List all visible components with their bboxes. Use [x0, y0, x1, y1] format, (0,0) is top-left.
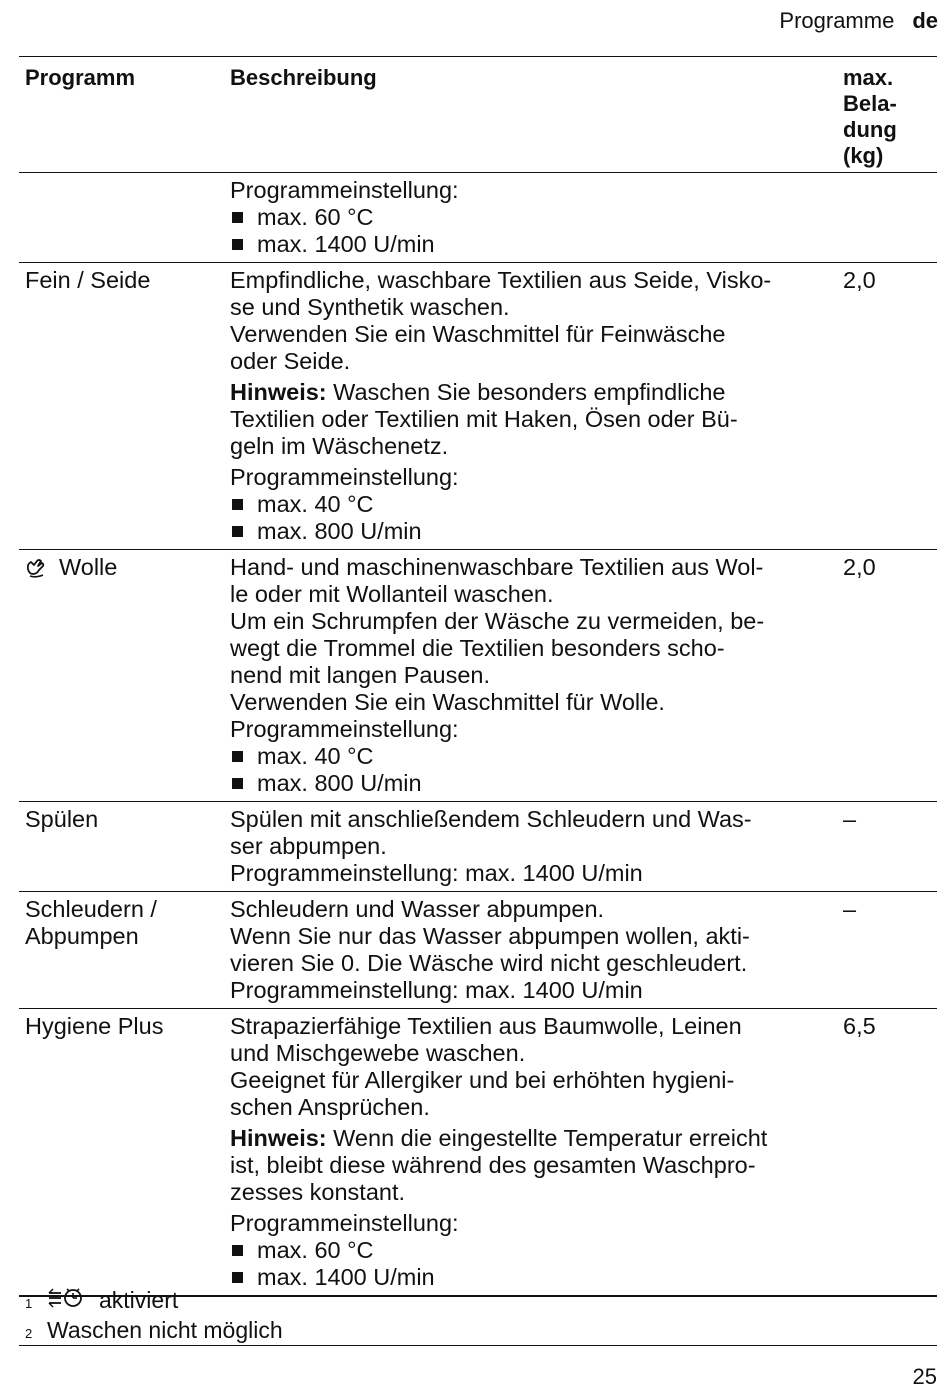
description-cell: Programmeinstellung: max. 60 °C max. 1400 U/min [230, 177, 459, 257]
footnotes [19, 1286, 937, 1347]
program-cell [19, 177, 224, 258]
program-name: Fein / Seide [25, 267, 151, 293]
description-cell: Spülen mit anschließendem Schleudern und Was- ser abpumpen. Programmeinstellung: max. 1400 U/min [230, 806, 752, 886]
table-header [19, 57, 937, 173]
program-cell [19, 554, 224, 797]
bullet-square-icon [232, 526, 243, 537]
column-header-load: max. Bela- dung (kg) [843, 65, 897, 168]
wool-handwash-icon [25, 556, 47, 578]
load-value: 6,5 [843, 1013, 876, 1039]
table-row-wolle [19, 550, 937, 802]
language-tag: de [912, 8, 938, 33]
bullet-square-icon [232, 751, 243, 762]
column-header-program: Programm [25, 65, 136, 90]
table-row-schleudern [19, 892, 937, 1009]
footnote-divider [19, 1345, 937, 1346]
footnote-1: 1 aktiviert [25, 1287, 179, 1313]
load-value: 2,0 [843, 554, 876, 580]
program-name: Spülen [25, 806, 99, 832]
program-name: Wolle [59, 554, 118, 580]
eco-timer-icon [47, 1286, 87, 1308]
program-name: Hygiene Plus [25, 1013, 164, 1039]
table-row-fein-seide [19, 263, 937, 550]
description-cell: Empfindliche, waschbare Textilien aus Seide, Visko- se und Synthetik waschen. Verwenden Sie ein Waschmittel für Feinwäsche oder Seide. Hinweis: Waschen Sie besonders empfindliche Textilien oder Textilien mit Haken, Ösen oder Bü- geln im Wäschenetz. Programmeinstellung: max. 40 °C max. 800 U/min [224, 267, 837, 545]
bullet-square-icon [232, 1245, 243, 1256]
hint-note: Hinweis: Wenn die eingestellte Temperatur erreicht [230, 1125, 768, 1151]
column-header-description: Beschreibung [230, 65, 377, 90]
load-value: – [843, 896, 857, 922]
description-cell: Hand- und maschinenwaschbare Textilien aus Wol- le oder mit Wollanteil waschen. Um ein Schrumpfen der Wäsche zu vermeiden, be- wegt die Trommel die Textilien besonders scho- nend mit langen Pausen. Verwenden Sie ein Waschmittel für Wolle. Programmeinstellung: max. 40 °C max. 800 U/min [230, 554, 765, 796]
bullet-square-icon [232, 1272, 243, 1283]
program-table [19, 56, 937, 1297]
table-row-continued [19, 173, 937, 263]
table-row-hygiene-plus [19, 1009, 937, 1297]
footnote-2: 2 Waschen nicht möglich [25, 1317, 283, 1343]
bullet-square-icon [232, 499, 243, 510]
load-cell [837, 177, 937, 258]
load-value: 2,0 [843, 267, 876, 293]
hint-note: Hinweis: Waschen Sie besonders empfindliche [230, 379, 726, 405]
bullet-square-icon [232, 778, 243, 789]
description-cell: Schleudern und Wasser abpumpen. Wenn Sie nur das Wasser abpumpen wollen, akti- vieren Sie 0. Die Wäsche wird nicht geschleudert. Programmeinstellung: max. 1400 U/min [230, 896, 750, 1003]
table-row-spuelen [19, 802, 937, 892]
bullet-square-icon [232, 239, 243, 250]
description-cell: Strapazierfähige Textilien aus Baumwolle, Leinen und Mischgewebe waschen. Geeignet für Allergiker und bei erhöhten hygieni- schen Ansprüchen. Hinweis: Wenn die eingestellte Temperatur erreicht ist, bleibt diese während des gesamten Waschpro- zesses konstant. Programmeinstellung: max. 60 °C max. 1400 U/min [224, 1013, 837, 1291]
section-title: Programme [779, 8, 895, 33]
bullet-square-icon [232, 212, 243, 223]
program-name: Schleudern / Abpumpen [25, 896, 157, 949]
page-number: 25 [912, 1364, 937, 1389]
running-header [779, 8, 938, 34]
load-value: – [843, 806, 857, 832]
